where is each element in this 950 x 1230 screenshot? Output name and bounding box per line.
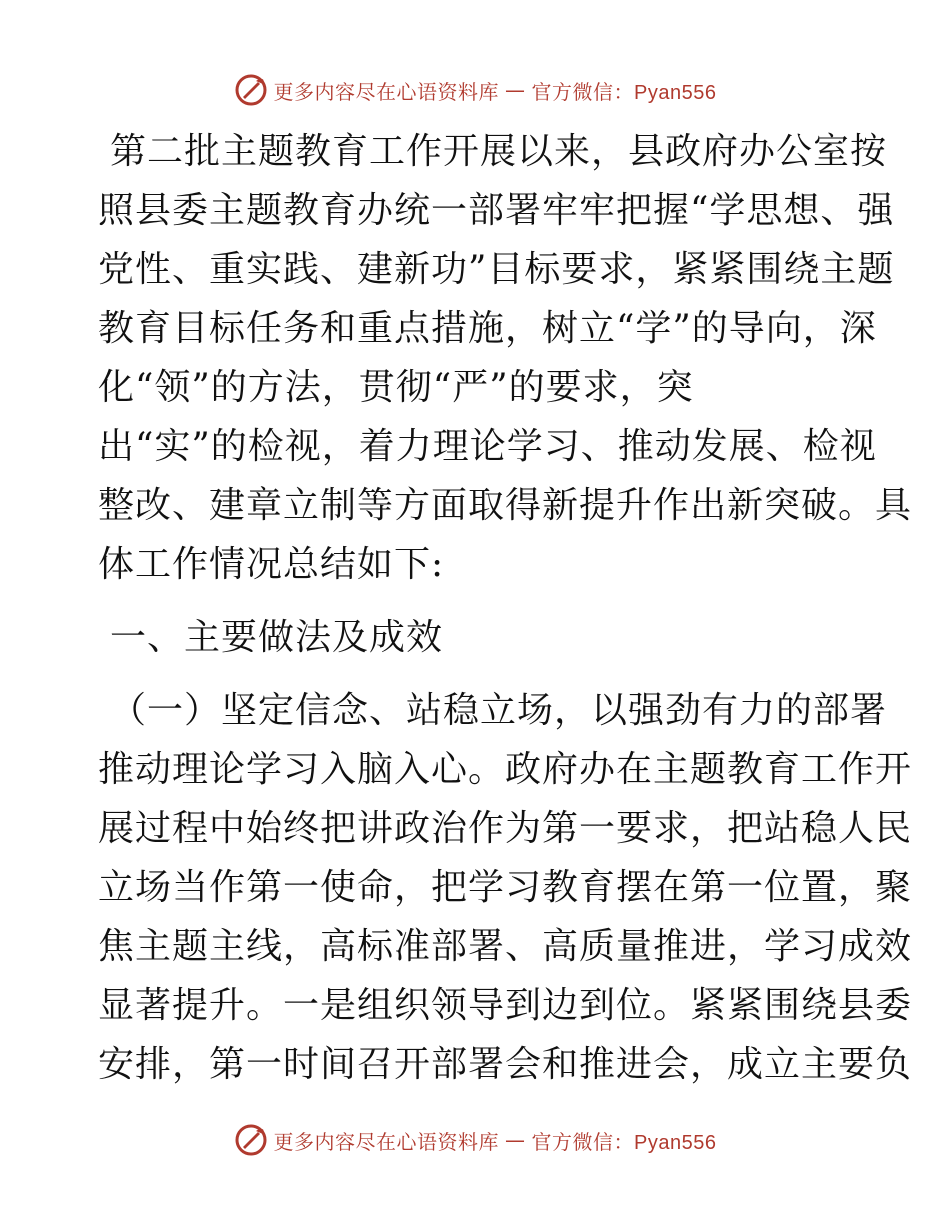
text-line: 照县委主题教育办统一部署牢牢把握“学思想、强 bbox=[98, 190, 895, 231]
watermark-footer bbox=[0, 1118, 950, 1162]
watermark-contact: 官方微信：Pyan556 bbox=[531, 81, 717, 104]
paragraph-intro bbox=[98, 122, 913, 594]
text-line: 焦主题主线，高标准部署、高质量推进，学习成效 bbox=[98, 926, 913, 967]
text-line: （一）坚定信念、站稳立场，以强劲有力的部署 bbox=[110, 690, 888, 731]
watermark-contact: 官方微信：Pyan556 bbox=[531, 1131, 717, 1154]
section-heading: 一、主要做法及成效 bbox=[110, 617, 444, 658]
text-line: 立场当作第一使命，把学习教育摆在第一位置，聚 bbox=[98, 867, 913, 908]
paragraph-section-1 bbox=[98, 681, 913, 1094]
text-line: 显著提升。一是组织领导到边到位。紧紧围绕县委 bbox=[98, 985, 913, 1026]
text-line: 出“实”的检视，着力理论学习、推动发展、检视 bbox=[98, 426, 877, 467]
quill-logo-icon bbox=[234, 73, 268, 107]
watermark-separator: — bbox=[505, 1128, 526, 1152]
watermark-text: 更多内容尽在心语资料库 bbox=[273, 1129, 500, 1154]
text-line: 整改、建章立制等方面取得新提升作出新突破。具 bbox=[98, 485, 913, 526]
text-line: 展过程中始终把讲政治作为第一要求，把站稳人民 bbox=[98, 808, 913, 849]
text-line: 化“领”的方法，贯彻“严”的要求，突 bbox=[98, 367, 694, 408]
text-line: 安排，第一时间召开部署会和推进会，成立主要负 bbox=[98, 1044, 913, 1085]
text-line: 体工作情况总结如下: bbox=[98, 544, 445, 585]
watermark-separator: — bbox=[505, 78, 526, 102]
text-line: 教育目标任务和重点措施，树立“学”的导向，深 bbox=[98, 308, 877, 349]
text-line: 推动理论学习入脑入心。政府办在主题教育工作开 bbox=[98, 749, 913, 790]
watermark-text: 更多内容尽在心语资料库 bbox=[273, 79, 500, 104]
text-line: 第二批主题教育工作开展以来，县政府办公室按 bbox=[110, 131, 888, 172]
quill-logo-icon bbox=[234, 1123, 268, 1157]
text-line: 党性、重实践、建新功”目标要求，紧紧围绕主题 bbox=[98, 249, 895, 290]
watermark-header bbox=[0, 68, 950, 112]
document-body bbox=[98, 122, 913, 1094]
